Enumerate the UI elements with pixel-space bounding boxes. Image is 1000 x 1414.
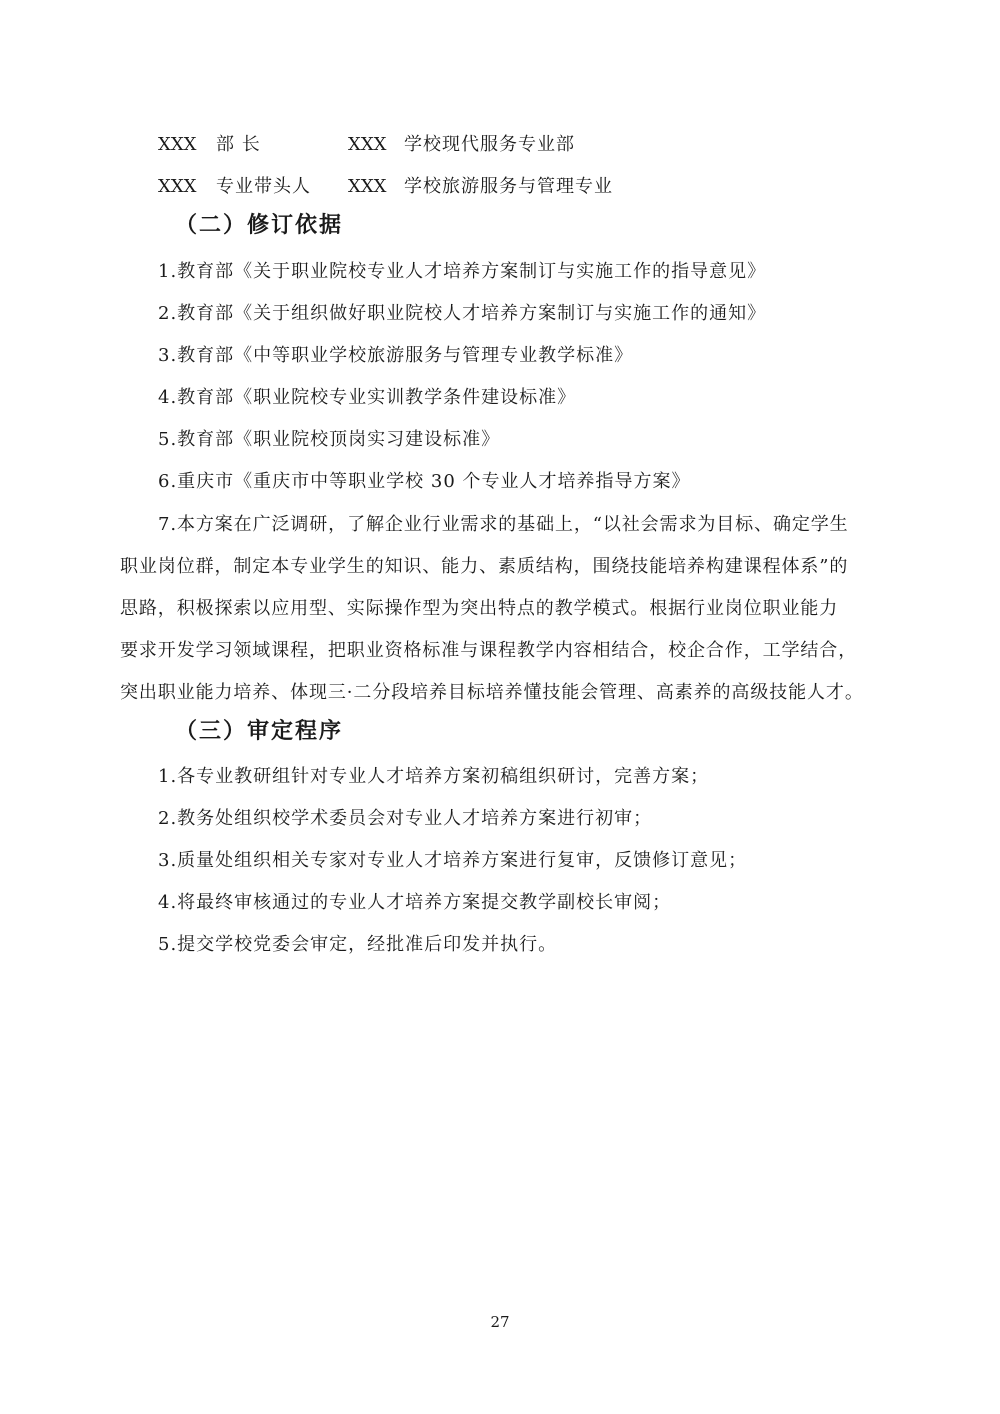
staff-name-secondary: XXX xyxy=(348,134,387,155)
paragraph-line: 职业岗位群，制定本专业学生的知识、能力、素质结构，围绕技能培养构建课程体系”的 xyxy=(120,556,849,577)
list-item: 3.教育部《中等职业学校旅游服务与管理专业教学标准》 xyxy=(158,345,634,366)
paragraph-line: 思路，积极探索以应用型、实际操作型为突出特点的教学模式。根据行业岗位职业能力 xyxy=(120,598,839,619)
list-item: 2.教育部《关于组织做好职业院校人才培养方案制订与实施工作的通知》 xyxy=(158,303,767,324)
section-heading-review-procedure: （三）审定程序 xyxy=(175,719,344,744)
staff-organization: 学校旅游服务与管理专业 xyxy=(404,176,613,197)
list-item: 5.提交学校党委会审定，经批准后印发并执行。 xyxy=(158,934,558,955)
page-number: 27 xyxy=(490,1313,510,1331)
list-item: 3.质量处组织相关专家对专业人才培养方案进行复审，反馈修订意见； xyxy=(158,850,748,871)
list-item: 1.教育部《关于职业院校专业人才培养方案制订与实施工作的指导意见》 xyxy=(158,261,767,282)
section-heading-revision-basis: （二）修订依据 xyxy=(175,213,344,238)
list-item: 2.教务处组织校学术委员会对专业人才培养方案进行初审； xyxy=(158,808,653,829)
paragraph-line: 突出职业能力培养、体现三·二分段培养目标培养懂技能会管理、高素养的高级技能人才。 xyxy=(120,682,864,703)
list-item: 5.教育部《职业院校顶岗实习建设标准》 xyxy=(158,429,501,450)
paragraph-line: 要求开发学习领域课程，把职业资格标准与课程教学内容相结合，校企合作，工学结合， xyxy=(120,640,858,661)
list-item: 4.将最终审核通过的专业人才培养方案提交教学副校长审阅； xyxy=(158,892,672,913)
staff-organization: 学校现代服务专业部 xyxy=(404,134,575,155)
list-item: 4.教育部《职业院校专业实训教学条件建设标准》 xyxy=(158,387,577,408)
staff-name: XXX xyxy=(158,176,197,197)
list-item: 1.各专业教研组针对专业人才培养方案初稿组织研讨，完善方案； xyxy=(158,766,710,787)
paragraph-line: 7.本方案在广泛调研，了解企业行业需求的基础上，“以社会需求为目标、确定学生 xyxy=(158,514,849,535)
staff-name-secondary: XXX xyxy=(348,176,387,197)
staff-role: 专业带头人 xyxy=(216,176,311,197)
list-item: 6.重庆市《重庆市中等职业学校 30 个专业人才培养指导方案》 xyxy=(158,471,691,492)
staff-role: 部 长 xyxy=(216,134,261,155)
staff-name: XXX xyxy=(158,134,197,155)
